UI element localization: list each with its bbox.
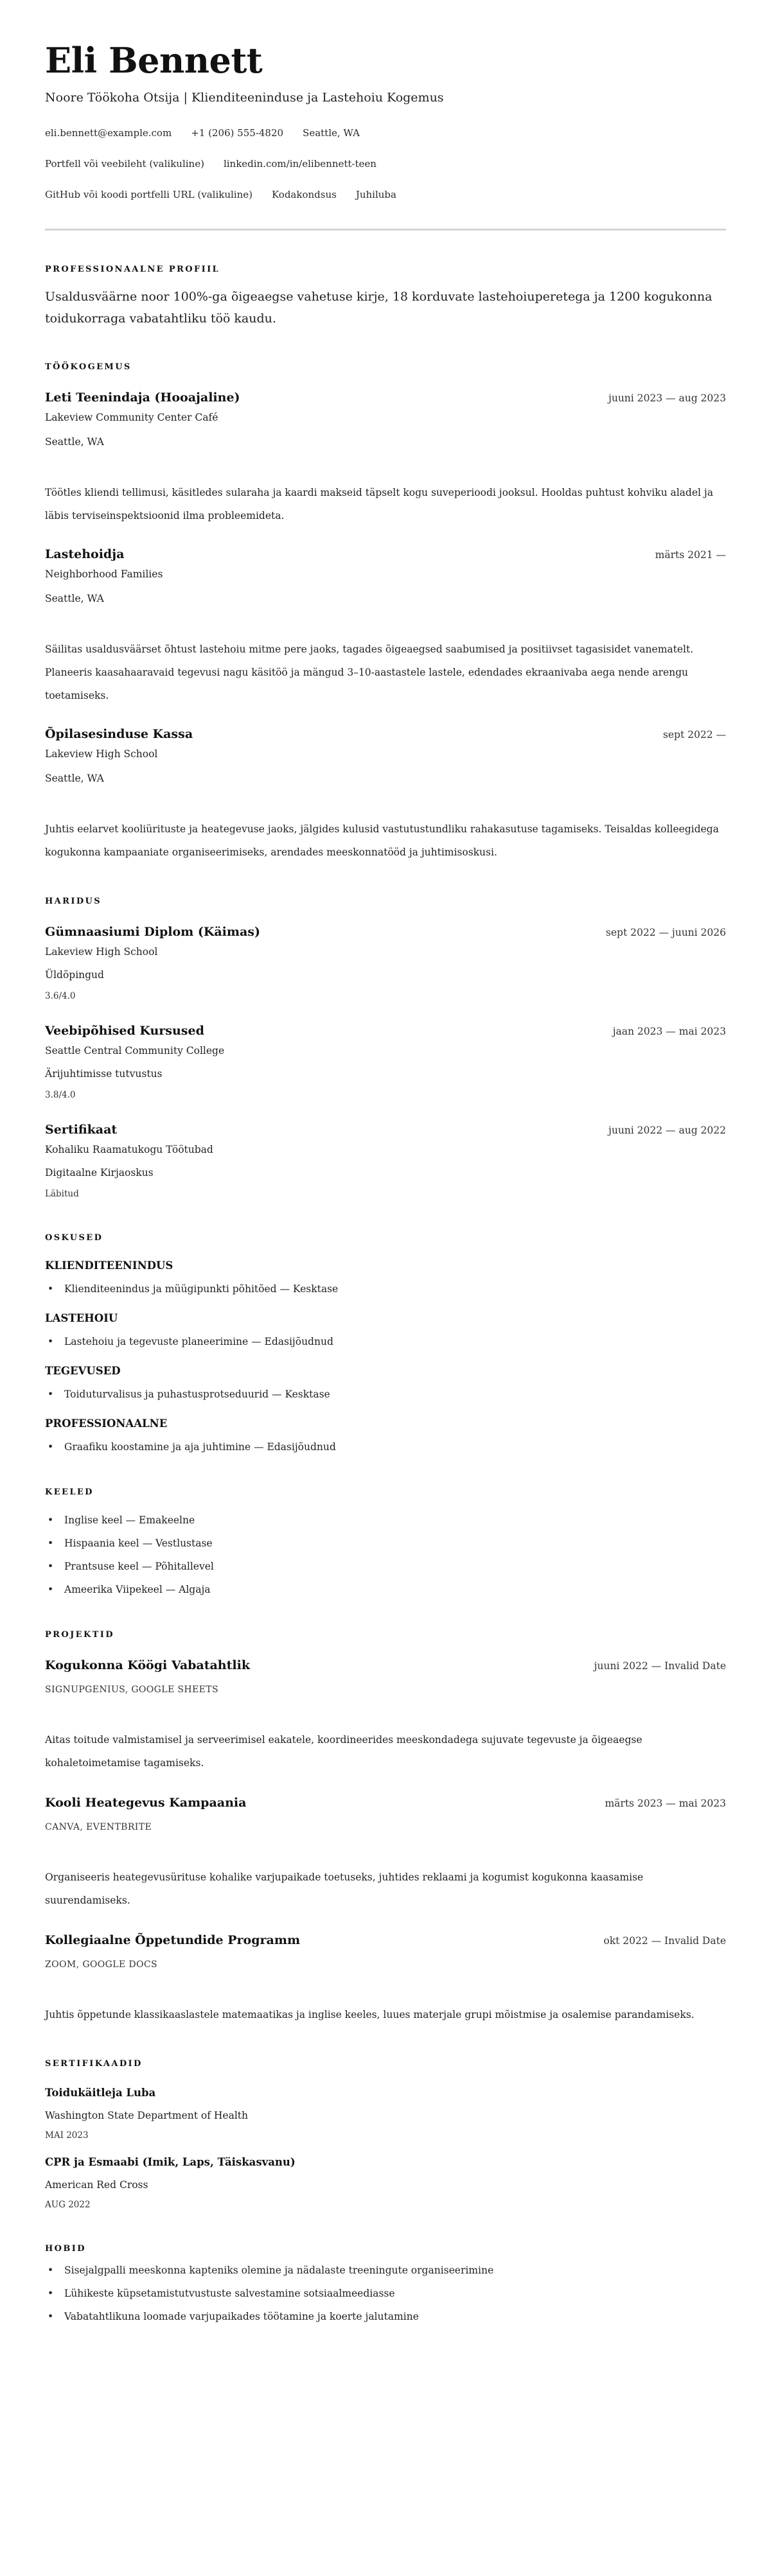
job-title: Lastehoidja [45,547,125,561]
project-entry [45,1794,726,1912]
institution: Lakeview High School [45,946,158,958]
contact-row [45,188,726,202]
hobbies-section [45,2243,726,2324]
contact-portfolio[interactable]: Portfell või veebileht (valikuline) [45,158,204,170]
language-item: • Inglise keel — Emakeelne [45,1512,726,1528]
skill-item: • Klienditeenindus ja müügipunkti põhitõed — Kesktase [45,1281,726,1297]
job-location: Seattle, WA [45,436,104,448]
contact-linkedin[interactable]: linkedin.com/in/elibennett-teen [223,158,377,170]
education-dates: jaan 2023 — mai 2023 [612,1026,726,1037]
section-title: SERTIFIKAADID [45,2059,143,2069]
education-dates: juuni 2022 — aug 2022 [608,1125,726,1136]
project-dates: märts 2023 — mai 2023 [605,1798,726,1809]
certification-entry [45,2155,726,2211]
hobby-item: • Sisejalgpalli meeskonna kapteniks olemine ja nädalaste treeningute organiseerimine [45,2263,726,2278]
section-title: TÖÖKOGEMUS [45,362,132,372]
contact-info [45,126,726,202]
contact-row [45,126,726,140]
section-title: PROJEKTID [45,1630,114,1640]
project-entry [45,1656,726,1774]
job-company: Neighborhood Families [45,568,163,580]
projects-section [45,1629,726,2026]
education-section [45,896,726,1200]
job-title: Leti Teenindaja (Hooajaline) [45,390,240,405]
skill-group [45,1363,726,1402]
skill-item: • Graafiku koostamine ja aja juhtimine — Edasijõudnud [45,1439,726,1455]
skill-item: • Toiduturvalisus ja puhastusprotseduurid — Kesktase [45,1387,726,1402]
job-title: Õpilasesinduse Kassa [45,727,193,741]
skill-group [45,1311,726,1349]
work-section [45,362,726,864]
certification-issuer: American Red Cross [45,2179,148,2191]
skill-group-title: TEGEVUSED [45,1365,121,1377]
certification-entry [45,2085,726,2142]
language-item: • Hispaania keel — Vestlustase [45,1536,726,1551]
contact-location: Seattle, WA [303,127,360,139]
certifications-section [45,2058,726,2211]
contact-row [45,157,726,171]
contact-drivers-license: Juhiluba [355,189,396,200]
section-title: HARIDUS [45,897,102,906]
certification-date: MAI 2023 [45,2130,89,2141]
education-entry [45,923,726,1003]
work-entry [45,545,726,707]
work-entry [45,389,726,527]
header-divider [45,229,726,231]
job-description: Juhtis eelarvet kooliürituste ja heategevuse jaoks, jälgides kulusid vastutustundliku rahakasutuse tagamiseks. Teisaldas kolleegidega kogukonna kampaaniate organiseerimiseks, arendades meeskonnatööd ja juhtimisoskusi. [45,823,719,858]
degree-title: Veebipõhised Kursused [45,1024,204,1038]
resume-header [45,37,726,231]
hobby-item: • Lühikeste küpsetamistutvustuste salvestamine sotsiaalmeediasse [45,2286,726,2301]
contact-citizenship: Kodakondsus [272,189,337,200]
skill-item: • Lastehoiu ja tegevuste planeerimine — Edasijõudnud [45,1334,726,1349]
skill-group-title: PROFESSIONAALNE [45,1417,168,1430]
skill-group-title: KLIENDITEENINDUS [45,1259,173,1272]
language-item: • Ameerika Viipekeel — Algaja [45,1582,726,1597]
profile-section [45,264,726,329]
certification-title: CPR ja Esmaabi (Imik, Laps, Täiskasvanu) [45,2156,296,2168]
job-dates: juuni 2023 — aug 2023 [608,392,726,404]
candidate-name: Eli Bennett [45,40,263,81]
project-dates: okt 2022 — Invalid Date [603,1935,726,1947]
project-description: Juhtis õppetunde klassikaaslastele matemaatikas ja inglise keeles, luues materjale grupi mõistmise ja osalemise parandamiseks. [45,2009,695,2020]
work-entry [45,725,726,864]
project-tech: SIGNUPGENIUS, GOOGLE SHEETS [45,1685,219,1695]
degree-title: Sertifikaat [45,1123,118,1137]
project-title: Kogukonna Köögi Vabatahtlik [45,1658,251,1672]
gpa: 3.6/4.0 [45,991,76,1001]
profile-summary: Usaldusväärne noor 100%-ga õigeaegse vahetuse kirje, 18 korduvate lastehoiuperetega ja 1200 kogukonna toidukorraga vabatahtliku töö kaudu. [45,290,713,326]
completion-status: Läbitud [45,1189,79,1199]
candidate-headline: Noore Töökoha Otsija | Klienditeeninduse ja Lastehoiu Kogemus [45,91,444,105]
degree-title: Gümnaasiumi Diplom (Käimas) [45,925,260,939]
education-entry [45,1022,726,1101]
project-tech: CANVA, EVENTBRITE [45,1822,152,1832]
hobby-item: • Vabatahtlikuna loomade varjupaikades töötamine ja koerte jalutamine [45,2309,726,2324]
project-tech: ZOOM, GOOGLE DOCS [45,1959,158,1970]
education-entry [45,1121,726,1200]
field-of-study: Digitaalne Kirjaoskus [45,1167,154,1178]
job-company: Lakeview High School [45,748,158,760]
field-of-study: Üldõpingud [45,969,104,981]
certification-title: Toidukäitleja Luba [45,2087,156,2099]
education-dates: sept 2022 — juuni 2026 [605,927,726,938]
languages-section [45,1487,726,1597]
project-description: Organiseeris heategevusürituse kohalike varjupaikade toetuseks, juhtides reklaami ja kogumist kogukonna kaasamise suurendamiseks. [45,1871,644,1906]
job-location: Seattle, WA [45,593,104,604]
section-title: HOBID [45,2244,86,2254]
project-title: Kollegiaalne Õppetundide Programm [45,1933,301,1947]
skills-section [45,1232,726,1455]
section-title: PROFESSIONAALNE PROFIIL [45,265,220,274]
contact-phone[interactable]: +1 (206) 555-4820 [191,127,284,139]
job-description: Töötles kliendi tellimusi, käsitledes sularaha ja kaardi makseid täpselt kogu suveperioodi jooksul. Hooldas puhtust kohviku aladel ja läbis terviseinspektsioonid ilma probleemideta. [45,487,713,521]
contact-email[interactable]: eli.bennett@example.com [45,127,172,139]
certification-date: AUG 2022 [45,2200,91,2210]
gpa: 3.8/4.0 [45,1090,76,1100]
institution: Seattle Central Community College [45,1045,225,1056]
project-entry [45,1931,726,2026]
language-item: • Prantsuse keel — Põhitallevel [45,1559,726,1574]
project-title: Kooli Heategevus Kampaania [45,1796,247,1810]
job-dates: märts 2021 — [655,549,726,561]
skill-group [45,1416,726,1455]
institution: Kohaliku Raamatukogu Töötubad [45,1144,213,1155]
skill-group-title: LASTEHOIU [45,1312,118,1324]
skill-group [45,1258,726,1297]
project-dates: juuni 2022 — Invalid Date [594,1660,726,1672]
project-description: Aitas toitude valmistamisel ja serveerimisel eakatele, koordineerides meeskondadega sujuvate tegevuste ja õigeaegse kohaletoimetamise tagamiseks. [45,1734,642,1769]
job-location: Seattle, WA [45,773,104,784]
job-company: Lakeview Community Center Café [45,412,218,423]
field-of-study: Ärijuhtimisse tutvustus [45,1068,163,1080]
certification-issuer: Washington State Department of Health [45,2110,249,2121]
job-description: Säilitas usaldusväärset õhtust lastehoiu mitme pere jaoks, tagades õigeaegsed saabumised ja positiivset tagasisidet vanematelt. Planeeris kaasahaaravaid tegevusi nagu käsitöö ja mängud 3–10-aastastele lastele, edendades ekraanivaba aega nende arengu toetamiseks. [45,644,694,701]
contact-github[interactable]: GitHub või koodi portfelli URL (valikuline) [45,189,253,200]
section-title: OSKUSED [45,1233,103,1243]
section-title: KEELED [45,1487,94,1497]
job-dates: sept 2022 — [662,729,726,740]
